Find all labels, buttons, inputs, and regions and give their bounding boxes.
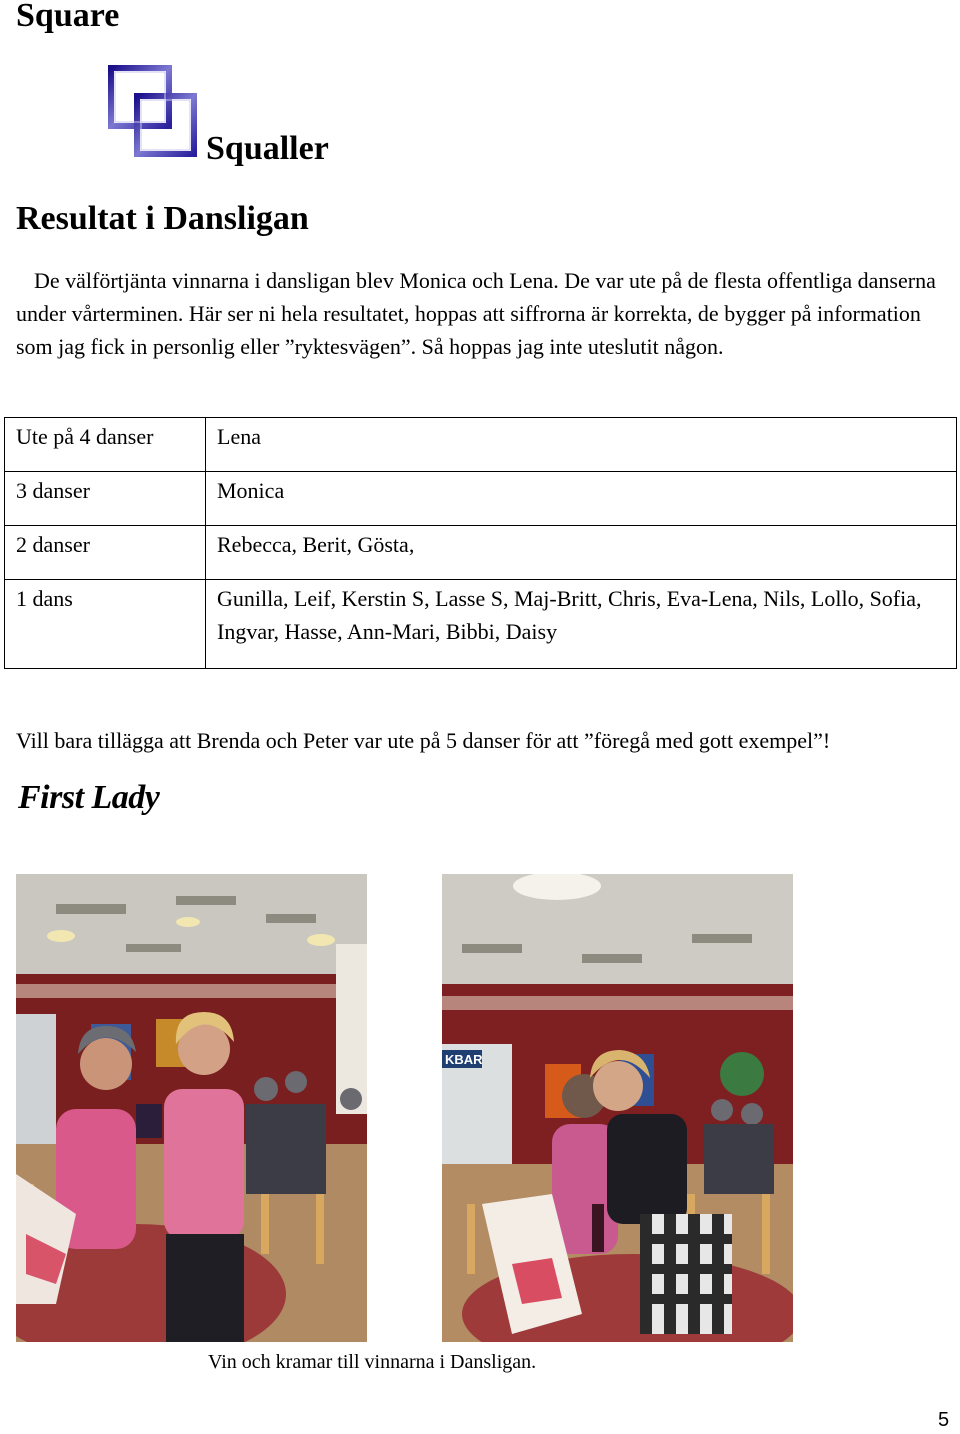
row-label: Ute på 4 danser xyxy=(5,418,206,472)
row-names: Lena xyxy=(206,418,957,472)
row-names: Monica xyxy=(206,472,957,526)
photo-caption: Vin och kramar till vinnarna i Dansligan. xyxy=(208,1351,537,1373)
row-label: 1 dans xyxy=(5,580,206,669)
article-title: Resultat i Dansligan xyxy=(16,200,309,237)
sign-text: KBAR xyxy=(445,1052,483,1067)
note-paragraph: Vill bara tillägga att Brenda och Peter var ute på 5 danser för att ”föregå med gott exempel”! xyxy=(16,728,831,753)
table-row xyxy=(5,472,957,526)
overlapping-squares-icon xyxy=(106,64,198,160)
photo-right xyxy=(442,874,793,1342)
photo-left xyxy=(16,874,367,1342)
row-label: 3 danser xyxy=(5,472,206,526)
row-names: Rebecca, Berit, Gösta, xyxy=(206,526,957,580)
first-lady-heading: First Lady xyxy=(18,779,160,816)
section-title: Squaller xyxy=(206,130,329,167)
page-number: 5 xyxy=(938,1409,950,1431)
intro-paragraph: De välförtjänta vinnarna i dansligan blev Monica och Lena. De var ute på de flesta offentliga danserna under vårterminen. Här ser ni hela resultatet, hoppas att siffrorna är korrekta, de bygger på information som jag fick in personlig eller ”ryktesvägen”. Så hoppas jag inte uteslutit någon. xyxy=(16,268,936,359)
row-label: 2 danser xyxy=(5,526,206,580)
table-row xyxy=(5,526,957,580)
row-names: Gunilla, Leif, Kerstin S, Lasse S, Maj-Britt, Chris, Eva-Lena, Nils, Lollo, Sofia, Ingvar, Hasse, Ann-Mari, Bibbi, Daisy xyxy=(206,580,957,669)
table-row xyxy=(5,580,957,669)
results-table xyxy=(4,417,957,669)
header-title: Square xyxy=(16,0,120,34)
table-row xyxy=(5,418,957,472)
